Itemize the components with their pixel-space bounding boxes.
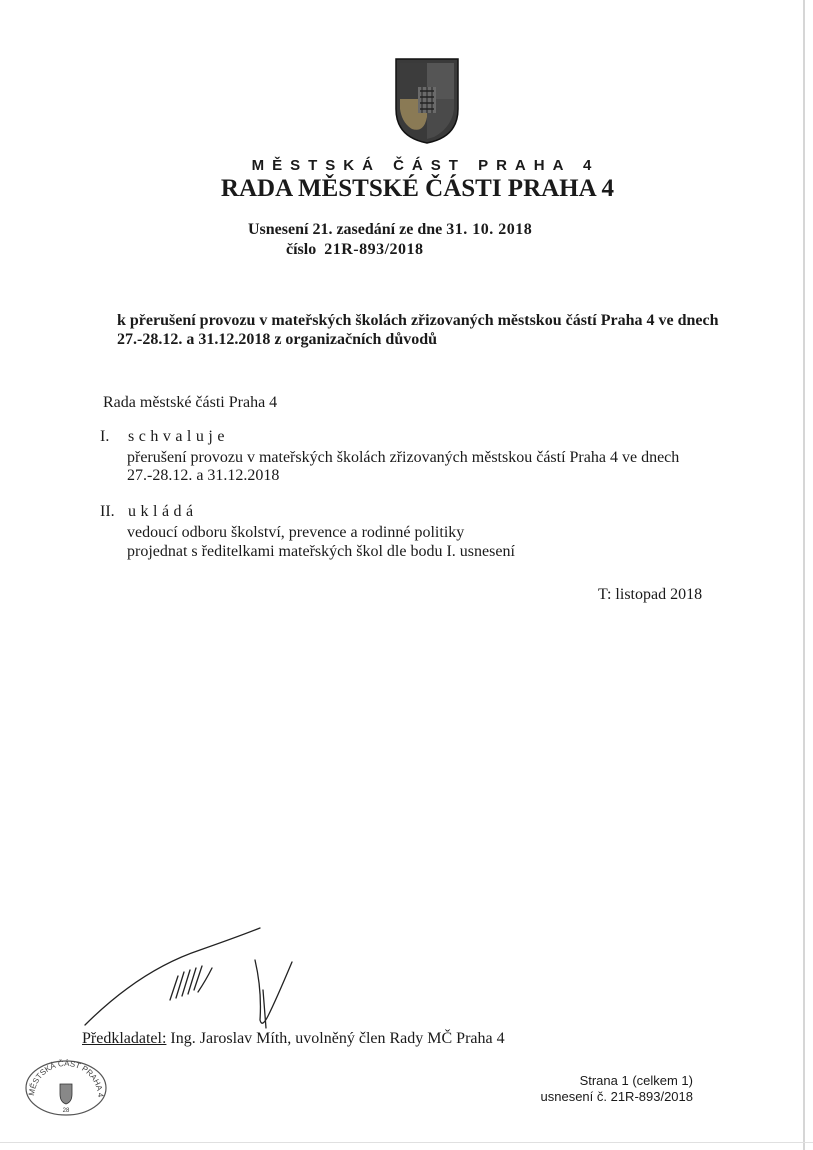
deadline: T: listopad 2018	[598, 586, 703, 603]
meeting-date: 31. 10. 2018	[446, 221, 533, 238]
section-line: přerušení provozu v mateřských školách zřizovaných městskou částí Praha 4 ve dnech	[127, 449, 680, 466]
section-numeral: II.	[100, 503, 115, 520]
stamp-number: 28	[62, 1108, 70, 1114]
resolution-number: 21R-893/2018	[324, 241, 424, 258]
meeting-line	[248, 221, 532, 239]
subject-line: 27.-28.12. a 31.12.2018 z organizačních důvodů	[117, 331, 438, 348]
submitter-label: Předkladatel:	[82, 1030, 167, 1047]
page-footer	[541, 1073, 694, 1105]
scan-edge-divider	[803, 0, 805, 1150]
meeting-label: Usnesení 21. zasedání ze dne	[248, 221, 443, 238]
section-numeral: I.	[100, 428, 110, 445]
submitter-line	[82, 1030, 505, 1048]
subject	[117, 311, 727, 349]
intro-text: Rada městské části Praha 4	[103, 394, 278, 411]
number-label: číslo	[286, 241, 317, 258]
page-count: Strana 1 (celkem 1)	[579, 1073, 693, 1088]
district-name: MĚSTSKÁ ČÁST PRAHA 4	[251, 157, 600, 174]
section-heading: ukládá	[128, 503, 198, 520]
scan-bottom-divider	[0, 1142, 813, 1143]
resolution-reference: usnesení č. 21R-893/2018	[540, 1089, 693, 1104]
coat-of-arms-logo	[394, 57, 460, 145]
subject-line: k přerušení provozu v mateřských školách zřizovaných městskou částí Praha 4 ve dnech	[117, 312, 719, 329]
resolution-number-line	[286, 241, 424, 259]
section-heading: schvaluje	[128, 428, 229, 445]
section-line: vedoucí odboru školství, prevence a rodinné politiky	[127, 524, 465, 541]
handwritten-signature	[80, 920, 310, 1030]
council-title: RADA MĚSTSKÉ ČÁSTI PRAHA 4	[220, 175, 615, 202]
submitter-text: Ing. Jaroslav Míth, uvolněný člen Rady MČ Praha 4	[170, 1030, 505, 1047]
stamp-text: MĚSTSKÁ ČÁST PRAHA 4	[26, 1058, 106, 1098]
official-stamp	[20, 1048, 112, 1116]
section-line: projednat s ředitelkami mateřských škol dle bodu I. usnesení	[127, 543, 515, 560]
section-line: 27.-28.12. a 31.12.2018	[127, 467, 280, 484]
